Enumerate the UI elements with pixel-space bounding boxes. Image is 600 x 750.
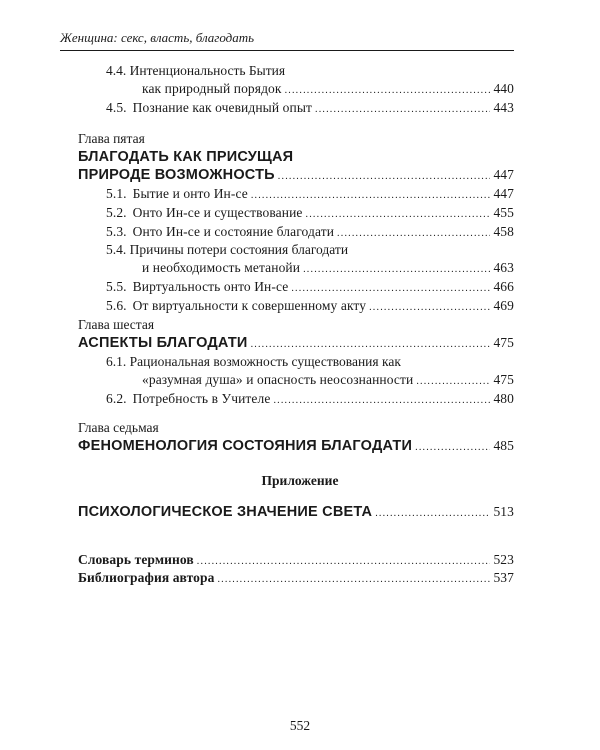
page-ref: 469 xyxy=(493,298,514,313)
dot-leader xyxy=(303,262,490,278)
section-title: Познание как очевидный опыт xyxy=(132,100,312,115)
section-title: От виртуальности к совершенному акту xyxy=(132,298,367,313)
dot-leader xyxy=(251,337,491,353)
page-ref: 475 xyxy=(493,335,514,350)
toc-entry-line1 xyxy=(106,354,401,370)
section-number: 5.3. xyxy=(106,224,127,239)
page-ref: 447 xyxy=(493,186,514,201)
dot-leader xyxy=(337,226,490,242)
back-matter-title: Словарь терминов xyxy=(78,552,194,567)
dot-leader xyxy=(291,281,490,297)
section-number: 5.1. xyxy=(106,186,127,201)
chapter-title-6 xyxy=(78,335,514,353)
section-number: 4.5. xyxy=(106,100,127,115)
page-ref: 466 xyxy=(493,279,514,294)
page-number: 552 xyxy=(289,718,311,733)
back-matter-title: Библиография автора xyxy=(78,570,215,585)
dot-leader xyxy=(273,393,490,409)
section-title: Рациональная возможность существования как xyxy=(129,354,401,369)
toc-entry-line2 xyxy=(142,260,514,278)
dot-leader xyxy=(375,506,490,522)
section-title-continued: как природный порядок xyxy=(142,81,282,96)
section-title: Бытие и онто Ин-се xyxy=(132,186,248,201)
section-title-continued: «разумная душа» и опасность неосознанности xyxy=(142,372,414,387)
toc-entry-line2 xyxy=(142,81,514,99)
section-number: 5.4. xyxy=(106,242,127,257)
section-title-continued: и необходимость метанойи xyxy=(142,260,301,275)
running-header: Женщина: секс, власть, благодать xyxy=(60,30,255,45)
section-number: 6.1. xyxy=(106,354,127,369)
appendix-title: ПСИХОЛОГИЧЕСКОЕ ЗНАЧЕНИЕ СВЕТА xyxy=(78,504,373,520)
dot-leader xyxy=(315,102,490,118)
dot-leader xyxy=(306,207,491,223)
chapter-title: ФЕНОМЕНОЛОГИЯ СОСТОЯНИЯ БЛАГОДАТИ xyxy=(78,438,413,454)
dot-leader xyxy=(285,83,491,99)
appendix-entry xyxy=(78,504,514,522)
section-title: Потребность в Учителе xyxy=(132,391,271,406)
header-rule xyxy=(60,50,514,51)
dot-leader xyxy=(415,440,490,456)
section-number: 5.2. xyxy=(106,205,127,220)
page-ref: 463 xyxy=(493,260,514,275)
section-number: 6.2. xyxy=(106,391,127,406)
page-ref: 523 xyxy=(493,552,514,567)
section-title: Онто Ин-се и существование xyxy=(132,205,303,220)
section-number: 5.6. xyxy=(106,298,127,313)
page-ref: 443 xyxy=(493,100,514,115)
appendix-label: Приложение xyxy=(261,473,339,488)
section-title: Виртуальность онто Ин-се xyxy=(132,279,289,294)
section-number: 4.4. xyxy=(106,63,127,78)
section-title: Интенциональность Бытия xyxy=(129,63,286,78)
toc-entry-5-3 xyxy=(106,224,514,242)
chapter-label-5: Глава пятая xyxy=(78,131,145,146)
page-ref: 485 xyxy=(493,438,514,453)
page-ref: 537 xyxy=(493,570,514,585)
toc-entry-glossary xyxy=(78,552,514,570)
chapter-label-6: Глава шестая xyxy=(78,317,155,332)
dot-leader xyxy=(416,374,490,390)
section-title: Причины потери состояния благодати xyxy=(129,242,349,257)
toc-entry-5-6 xyxy=(106,298,514,316)
page-ref: 513 xyxy=(493,504,514,519)
section-number: 5.5. xyxy=(106,279,127,294)
dot-leader xyxy=(197,554,491,570)
page-ref: 447 xyxy=(493,167,514,182)
chapter-title-5-line1: БЛАГОДАТЬ КАК ПРИСУЩАЯ xyxy=(78,149,294,165)
dot-leader xyxy=(369,300,490,316)
page-ref: 480 xyxy=(493,391,514,406)
toc-entry-line2 xyxy=(142,372,514,390)
toc-entry-line1 xyxy=(106,242,348,258)
toc-entry-5-5 xyxy=(106,279,514,297)
page-ref: 458 xyxy=(493,224,514,239)
toc-entry-bibliography xyxy=(78,570,514,588)
chapter-label-7: Глава седьмая xyxy=(78,420,159,435)
dot-leader xyxy=(217,572,490,588)
chapter-title-7 xyxy=(78,438,514,456)
chapter-title-5-line2 xyxy=(78,167,514,185)
page-ref: 475 xyxy=(493,372,514,387)
chapter-title: ПРИРОДЕ ВОЗМОЖНОСТЬ xyxy=(78,167,275,183)
dot-leader xyxy=(251,188,491,204)
section-title: Онто Ин-се и состояние благодати xyxy=(132,224,335,239)
toc-entry-5-2 xyxy=(106,205,514,223)
chapter-title: АСПЕКТЫ БЛАГОДАТИ xyxy=(78,335,248,351)
toc-entry-5-1 xyxy=(106,186,514,204)
toc-entry-6-2 xyxy=(106,391,514,409)
page-ref: 455 xyxy=(493,205,514,220)
page-ref: 440 xyxy=(493,81,514,96)
toc-entry-line1 xyxy=(106,63,285,79)
dot-leader xyxy=(278,169,491,185)
toc-entry-4-5 xyxy=(106,100,514,118)
